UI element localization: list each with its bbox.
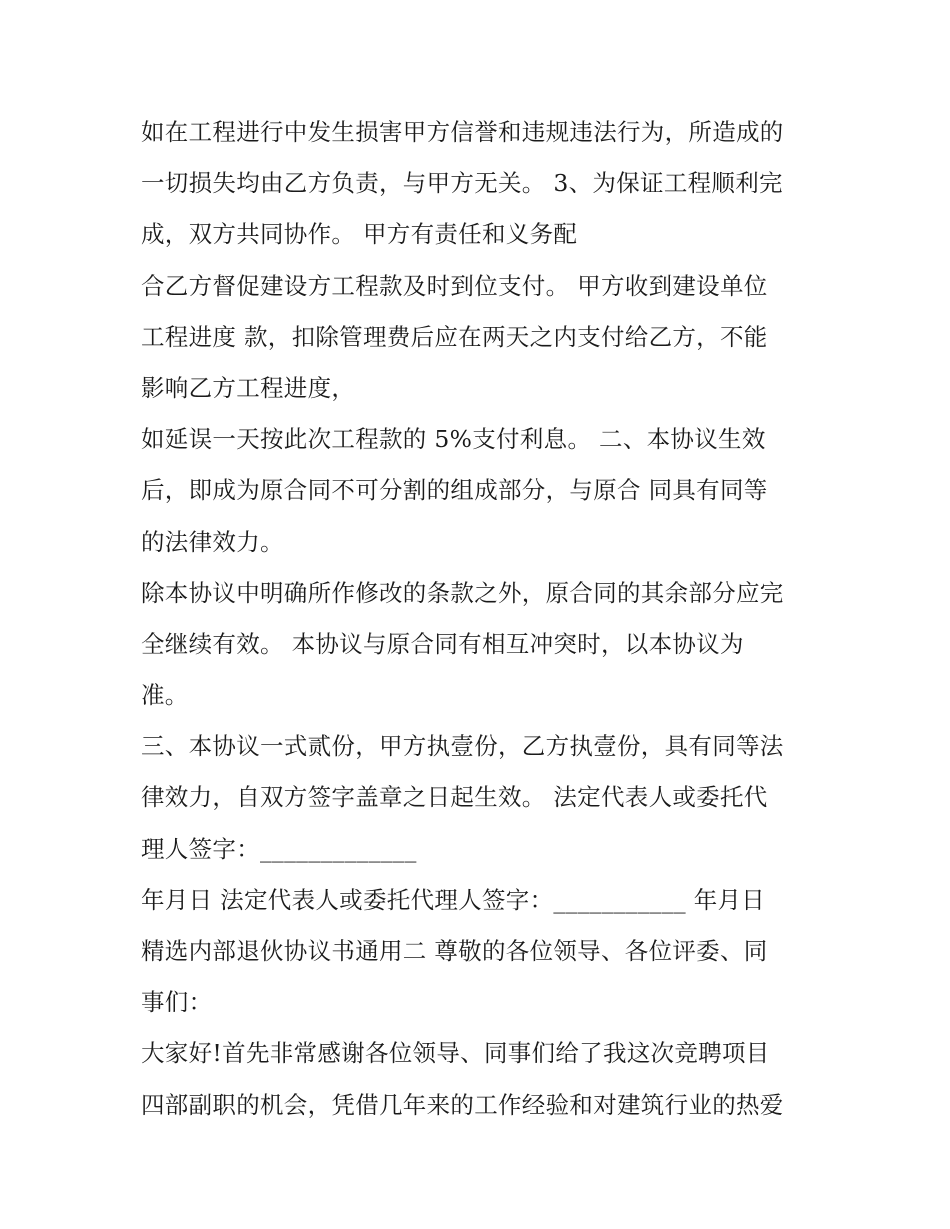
text-line: 如在工程进行中发生损害甲方信誉和违规违法行为，所造成的 [141, 118, 784, 146]
text-line: 年月日 法定代表人或委托代理人签字：___________ 年月日 [141, 885, 766, 914]
text-line: 除本协议中明确所作修改的条款之外，原合同的其余部分应完 [141, 578, 784, 607]
text-line: 精选内部退伙协议书通用二 尊敬的各位领导、各位评委、同 [141, 937, 768, 965]
document-body [141, 107, 821, 1131]
text-line: 四部副职的机会，凭借几年来的工作经验和对建筑行业的热爱 [141, 1090, 784, 1119]
text-line: 的法律效力。 [141, 527, 284, 556]
text-line: 三、本协议一式贰份，甲方执壹份，乙方执壹份，具有同等法 [141, 732, 784, 761]
text-line: 律效力，自双方签字盖章之日起生效。 法定代表人或委托代 [141, 783, 768, 812]
text-line: 工程进度 款，扣除管理费后应在两天之内支付给乙方，不能 [141, 322, 768, 351]
text-line: 影响乙方工程进度， [141, 373, 356, 402]
text-line: 准。 [141, 681, 189, 710]
text-line: 一切损失均由乙方负责，与甲方无关。 3、为保证工程顺利完 [141, 169, 783, 198]
text-line: 理人签字：_____________ [141, 834, 417, 863]
text-line: 如延误一天按此次工程款的 5%支付利息。 二、本协议生效 [141, 425, 766, 454]
text-line: 大家好!首先非常感谢各位领导、同事们给了我这次竞聘项目 [141, 1039, 770, 1068]
text-line: 后，即成为原合同不可分割的组成部分，与原合 同具有同等 [141, 476, 768, 505]
text-line: 合乙方督促建设方工程款及时到位支付。 甲方收到建设单位 [141, 271, 768, 300]
text-line: 成，双方共同协作。 甲方有责任和义务配 [141, 220, 578, 249]
text-line: 事们： [141, 988, 213, 1017]
text-line: 全继续有效。 本协议与原合同有相互冲突时，以本协议为 [141, 629, 744, 658]
